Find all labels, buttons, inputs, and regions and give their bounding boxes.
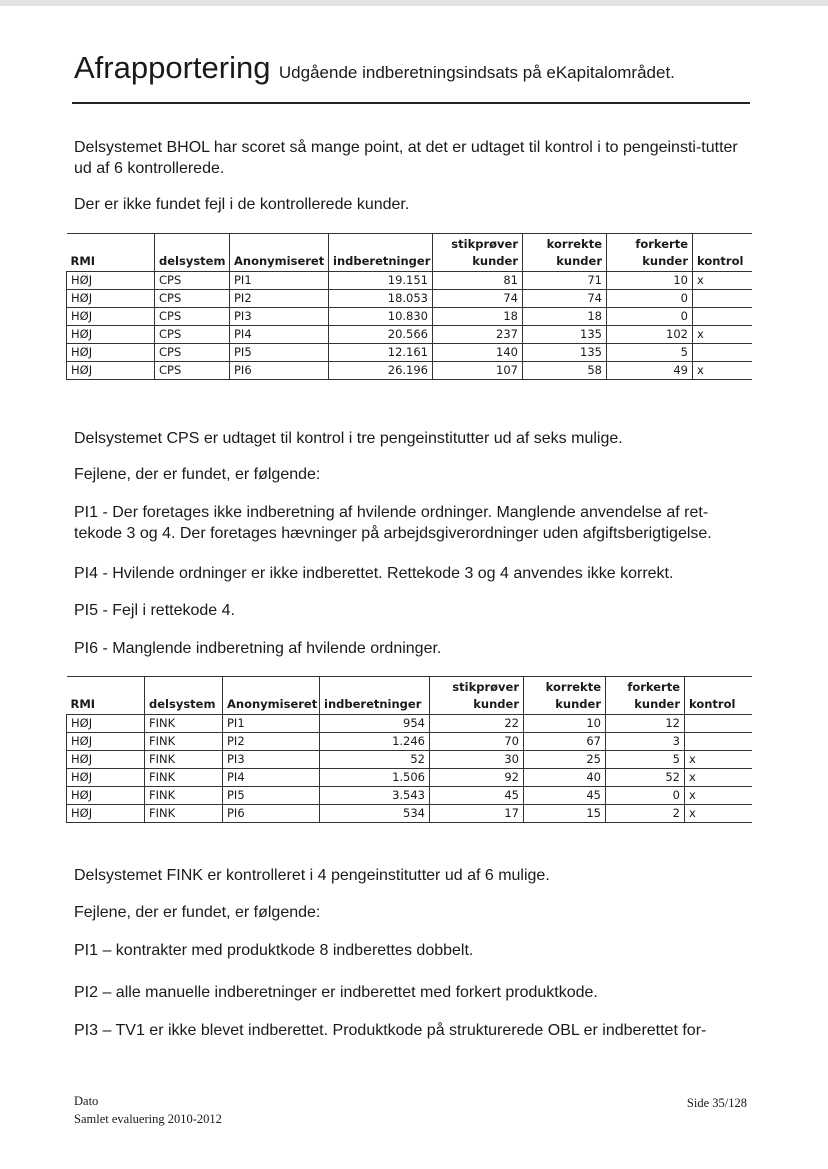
- cell-kontrol: x: [685, 787, 752, 805]
- col-header-stikproever-line1: stikprøver: [452, 680, 519, 694]
- paragraph-cps-intro: Delsystemet CPS er udtaget til kontrol i tre pengeinstitutter ud af seks mulige.: [74, 430, 623, 447]
- col-header-stikproever: [430, 677, 524, 715]
- col-header-delsystem: delsystem: [155, 234, 230, 272]
- col-header-stikproever-line1: stikprøver: [451, 237, 518, 251]
- paragraph-fink-pi3: PI3 – TV1 er ikke blevet indberettet. Produktkode på strukturerede OBL er indberettet for-: [74, 1022, 707, 1039]
- cell-kontrol: x: [693, 272, 752, 290]
- footer-report-title: Samlet evaluering 2010-2012: [74, 1112, 222, 1126]
- cell-kontrol: [685, 715, 752, 733]
- paragraph-cps-pi6: PI6 - Manglende indberetning af hvilende ordninger.: [74, 640, 442, 657]
- cell-indberetninger: 3.543: [320, 787, 430, 805]
- cell-delsystem: FINK: [145, 751, 223, 769]
- cell-korrekte: 135: [523, 344, 607, 362]
- col-header-anonymiseret: Anonymiseret: [223, 677, 320, 715]
- cell-forkerte: 10: [607, 272, 693, 290]
- col-header-korrekte: [523, 234, 607, 272]
- col-header-rmi: RMI: [67, 234, 155, 272]
- cell-rmi: HØJ: [67, 326, 155, 344]
- table-header-row: [67, 677, 752, 715]
- col-header-korrekte-line2: kunder: [556, 254, 602, 268]
- cell-kontrol: x: [685, 805, 752, 823]
- cell-anonymiseret: PI5: [230, 344, 329, 362]
- cell-korrekte: 67: [524, 733, 606, 751]
- col-header-korrekte-line2: kunder: [555, 697, 601, 711]
- cell-kontrol: [693, 290, 752, 308]
- cell-stikproever: 70: [430, 733, 524, 751]
- col-header-forkerte-line2: kunder: [634, 697, 680, 711]
- paragraph-cps-pi1: PI1 - Der foretages ikke indberetning af hvilende ordninger. Manglende anvendelse af ret-tekode 3 og 4. Der foretages hævninger på arbejdsgiverordninger uden afgiftsberigtigelse.: [74, 504, 712, 542]
- page-heading: [74, 50, 675, 86]
- cell-indberetninger: 20.566: [329, 326, 433, 344]
- cell-delsystem: CPS: [155, 344, 230, 362]
- cell-rmi: HØJ: [67, 787, 145, 805]
- cell-anonymiseret: PI4: [223, 769, 320, 787]
- col-header-kontrol: kontrol: [685, 677, 752, 715]
- cell-anonymiseret: PI3: [223, 751, 320, 769]
- cell-delsystem: FINK: [145, 769, 223, 787]
- table-row: [67, 362, 752, 380]
- cell-stikproever: 30: [430, 751, 524, 769]
- paragraph-cps-errors-intro: Fejlene, der er fundet, er følgende:: [74, 466, 321, 483]
- cell-indberetninger: 1.506: [320, 769, 430, 787]
- page-subtitle: Udgående indberetningsindsats på eKapitalområdet.: [278, 63, 675, 82]
- cell-forkerte: 102: [607, 326, 693, 344]
- table-row: [67, 344, 752, 362]
- footer-date-label: Dato: [74, 1094, 99, 1108]
- cell-rmi: HØJ: [67, 751, 145, 769]
- cell-anonymiseret: PI6: [223, 805, 320, 823]
- cell-indberetninger: 10.830: [329, 308, 433, 326]
- table-header-row: [67, 234, 752, 272]
- cell-stikproever: 107: [433, 362, 523, 380]
- cell-kontrol: x: [685, 769, 752, 787]
- cell-stikproever: 81: [433, 272, 523, 290]
- cell-rmi: HØJ: [67, 733, 145, 751]
- paragraph-fink-intro: Delsystemet FINK er kontrolleret i 4 pengeinstitutter ud af 6 mulige.: [74, 867, 550, 884]
- table-row: [67, 326, 752, 344]
- cell-forkerte: 5: [607, 344, 693, 362]
- table-row: [67, 805, 752, 823]
- paragraph-bhol-result: Der er ikke fundet fejl i de kontrollerede kunder.: [74, 196, 410, 213]
- cell-korrekte: 10: [524, 715, 606, 733]
- cell-rmi: HØJ: [67, 769, 145, 787]
- col-header-korrekte-line1: korrekte: [545, 680, 601, 694]
- col-header-anonymiseret: Anonymiseret: [230, 234, 329, 272]
- cell-kontrol: [693, 344, 752, 362]
- cell-indberetninger: 954: [320, 715, 430, 733]
- col-header-stikproever-line2: kunder: [473, 697, 519, 711]
- cell-stikproever: 18: [433, 308, 523, 326]
- cell-rmi: HØJ: [67, 362, 155, 380]
- col-header-korrekte: [524, 677, 606, 715]
- cell-anonymiseret: PI2: [223, 733, 320, 751]
- cell-delsystem: CPS: [155, 326, 230, 344]
- table-row: [67, 769, 752, 787]
- cell-indberetninger: 26.196: [329, 362, 433, 380]
- cell-delsystem: CPS: [155, 290, 230, 308]
- cell-korrekte: 45: [524, 787, 606, 805]
- cell-stikproever: 22: [430, 715, 524, 733]
- cell-stikproever: 45: [430, 787, 524, 805]
- col-header-rmi: RMI: [67, 677, 145, 715]
- col-header-forkerte: [607, 234, 693, 272]
- cell-indberetninger: 1.246: [320, 733, 430, 751]
- cell-stikproever: 140: [433, 344, 523, 362]
- cell-delsystem: CPS: [155, 272, 230, 290]
- cell-forkerte: 5: [606, 751, 685, 769]
- col-header-kontrol: kontrol: [693, 234, 752, 272]
- col-header-stikproever-line2: kunder: [472, 254, 518, 268]
- cell-stikproever: 17: [430, 805, 524, 823]
- cell-korrekte: 15: [524, 805, 606, 823]
- table-row: [67, 715, 752, 733]
- cell-korrekte: 74: [523, 290, 607, 308]
- cell-kontrol: [685, 733, 752, 751]
- cell-anonymiseret: PI4: [230, 326, 329, 344]
- col-header-indberetninger: indberetninger: [320, 677, 430, 715]
- cell-forkerte: 52: [606, 769, 685, 787]
- cell-indberetninger: 18.053: [329, 290, 433, 308]
- cell-korrekte: 58: [523, 362, 607, 380]
- cell-korrekte: 71: [523, 272, 607, 290]
- cell-anonymiseret: PI1: [230, 272, 329, 290]
- table-row: [67, 733, 752, 751]
- col-header-stikproever: [433, 234, 523, 272]
- cell-delsystem: FINK: [145, 787, 223, 805]
- cell-rmi: HØJ: [67, 290, 155, 308]
- page-footer-left: [74, 1092, 222, 1128]
- footer-page-number: Side 35/128: [686, 1096, 747, 1110]
- table-row: [67, 290, 752, 308]
- cell-rmi: HØJ: [67, 272, 155, 290]
- cell-forkerte: 0: [607, 290, 693, 308]
- paragraph-fink-errors-intro: Fejlene, der er fundet, er følgende:: [74, 904, 321, 921]
- cell-forkerte: 49: [607, 362, 693, 380]
- cell-rmi: HØJ: [67, 308, 155, 326]
- table-row: [67, 308, 752, 326]
- cell-anonymiseret: PI5: [223, 787, 320, 805]
- cell-anonymiseret: PI1: [223, 715, 320, 733]
- cell-stikproever: 74: [433, 290, 523, 308]
- cell-stikproever: 92: [430, 769, 524, 787]
- cell-rmi: HØJ: [67, 344, 155, 362]
- cell-indberetninger: 12.161: [329, 344, 433, 362]
- col-header-forkerte: [606, 677, 685, 715]
- cell-forkerte: 2: [606, 805, 685, 823]
- fink-control-table: [66, 676, 752, 823]
- cell-delsystem: FINK: [145, 805, 223, 823]
- paragraph-fink-pi2: PI2 – alle manuelle indberetninger er indberettet med forkert produktkode.: [74, 984, 598, 1001]
- cps-control-table: [66, 233, 752, 380]
- page-top-edge: [0, 0, 828, 6]
- cell-korrekte: 18: [523, 308, 607, 326]
- col-header-indberetninger: indberetninger: [329, 234, 433, 272]
- cell-kontrol: x: [693, 362, 752, 380]
- cell-delsystem: CPS: [155, 362, 230, 380]
- cell-anonymiseret: PI6: [230, 362, 329, 380]
- table-row: [67, 787, 752, 805]
- col-header-forkerte-line1: forkerte: [635, 237, 688, 251]
- cell-delsystem: FINK: [145, 715, 223, 733]
- cell-rmi: HØJ: [67, 715, 145, 733]
- cell-anonymiseret: PI3: [230, 308, 329, 326]
- cell-kontrol: x: [693, 326, 752, 344]
- cell-forkerte: 0: [607, 308, 693, 326]
- paragraph-cps-pi4: PI4 - Hvilende ordninger er ikke indberettet. Rettekode 3 og 4 anvendes ikke korrekt.: [74, 565, 674, 582]
- table-row: [67, 751, 752, 769]
- cell-korrekte: 25: [524, 751, 606, 769]
- page-title: Afrapportering: [74, 50, 271, 85]
- cell-anonymiseret: PI2: [230, 290, 329, 308]
- cell-kontrol: x: [685, 751, 752, 769]
- cell-rmi: HØJ: [67, 805, 145, 823]
- col-header-korrekte-line1: korrekte: [546, 237, 602, 251]
- cell-stikproever: 237: [433, 326, 523, 344]
- heading-divider: [72, 102, 750, 104]
- cell-indberetninger: 534: [320, 805, 430, 823]
- cell-delsystem: FINK: [145, 733, 223, 751]
- cell-forkerte: 12: [606, 715, 685, 733]
- col-header-forkerte-line2: kunder: [642, 254, 688, 268]
- col-header-delsystem: delsystem: [145, 677, 223, 715]
- cell-kontrol: [693, 308, 752, 326]
- cell-delsystem: CPS: [155, 308, 230, 326]
- cell-korrekte: 135: [523, 326, 607, 344]
- paragraph-cps-pi5: PI5 - Fejl i rettekode 4.: [74, 602, 235, 619]
- cell-indberetninger: 52: [320, 751, 430, 769]
- paragraph-fink-pi1: PI1 – kontrakter med produktkode 8 indberettes dobbelt.: [74, 942, 474, 959]
- cell-indberetninger: 19.151: [329, 272, 433, 290]
- col-header-forkerte-line1: forkerte: [627, 680, 680, 694]
- cell-korrekte: 40: [524, 769, 606, 787]
- cell-forkerte: 3: [606, 733, 685, 751]
- cell-forkerte: 0: [606, 787, 685, 805]
- paragraph-bhol-intro: Delsystemet BHOL har scoret så mange point, at det er udtaget til kontrol i to pengeinsti-tutter ud af 6 kontrollerede.: [74, 139, 738, 177]
- table-row: [67, 272, 752, 290]
